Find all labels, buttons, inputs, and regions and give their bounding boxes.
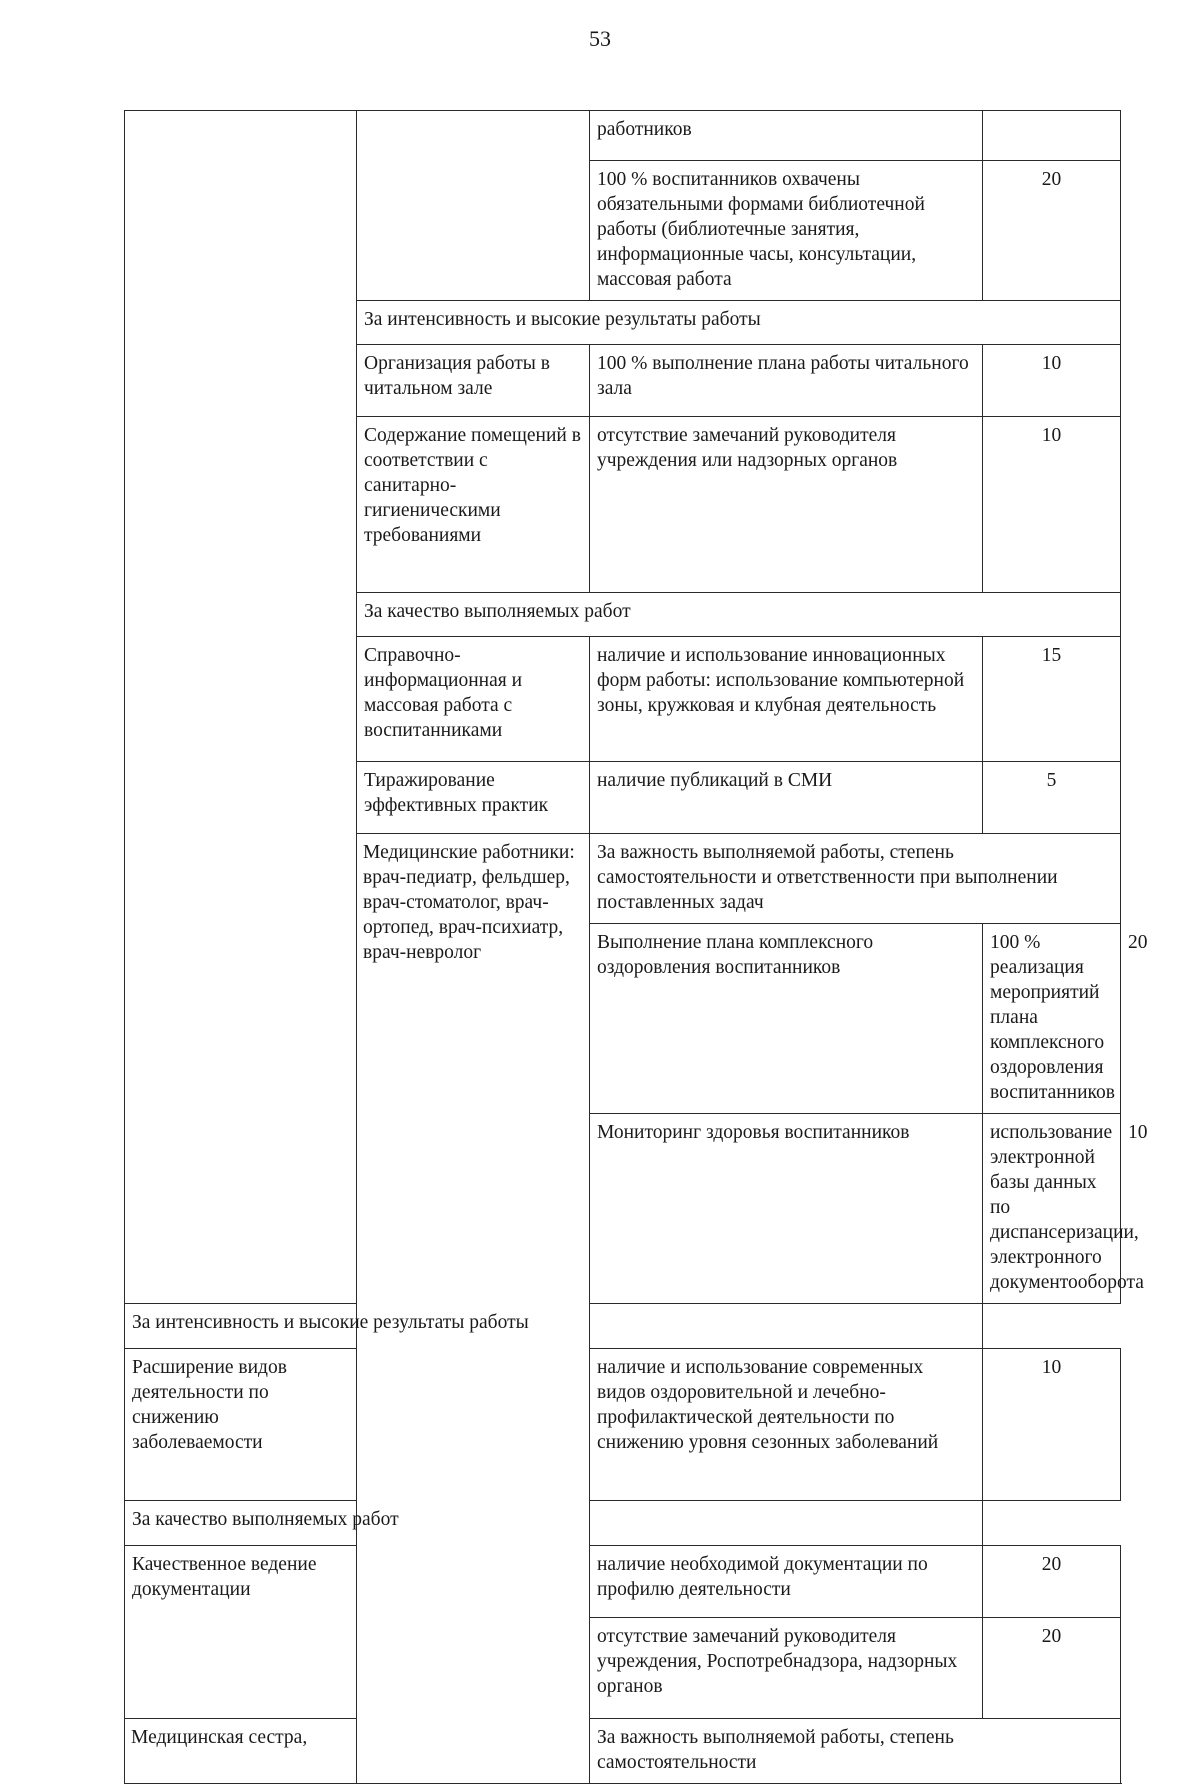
criterion-cell: Содержание помещений в соответствии с санитарно-гигиеническими требованиями <box>357 417 590 593</box>
indicator-cell: отсутствие замечаний руководителя учреждения или надзорных органов <box>590 417 983 593</box>
section-row <box>125 1501 1121 1546</box>
criterion-cell: Тиражирование эффективных практик <box>357 762 590 834</box>
points-cell: 20 <box>983 161 1121 301</box>
indicator-cell: использование электронной базы данных по диспансеризации, электронного документооборота <box>983 1114 1121 1304</box>
role-nurse: Медицинская сестра, <box>125 1719 357 1784</box>
criterion-cell: Мониторинг здоровья воспитанников <box>590 1114 983 1304</box>
role-cell-continued <box>125 111 357 1304</box>
section-heading: За качество выполняемых работ <box>125 1501 983 1546</box>
role-medical-workers: Медицинские работники: врач-педиатр, фельдшер, врач-стоматолог, врач-ортопед, врач-психиатр, врач-невролог <box>357 834 590 1784</box>
table-row <box>125 1546 1121 1618</box>
indicator-cell: работников <box>590 111 983 161</box>
indicator-cell: 100 % воспитанников охвачены обязательными формами библиотечной работы (библиотечные занятия, информационные часы, консультации, массовая работа <box>590 161 983 301</box>
criterion-cell: Качественное ведение документации <box>125 1546 357 1719</box>
page-number: 53 <box>589 26 611 51</box>
criteria-table <box>124 110 1148 1784</box>
points-cell: 10 <box>983 345 1121 417</box>
points-cell <box>983 111 1121 161</box>
section-row <box>125 1304 1121 1349</box>
points-cell: 20 <box>983 1546 1121 1618</box>
table-row: Выполнение плана комплексного оздоровления воспитанников 100 % реализация мероприятий плана комплексного оздоровления воспитанников 20 <box>125 924 1121 1114</box>
section-heading: За важность выполняемой работы, степень самостоятельности <box>590 1719 1121 1784</box>
table-row <box>125 1349 1121 1501</box>
indicator-cell: наличие и использование инновационных форм работы: использование компьютерной зоны, кружковая и клубная деятельность <box>590 637 983 762</box>
points-cell: 10 <box>983 417 1121 593</box>
criterion-cell: Выполнение плана комплексного оздоровления воспитанников <box>590 924 983 1114</box>
points-cell: 10 <box>983 1349 1121 1501</box>
criterion-cell: Расширение видов деятельности по снижению заболеваемости <box>125 1349 357 1501</box>
section-heading: За интенсивность и высокие результаты работы <box>125 1304 983 1349</box>
indicator-cell: наличие необходимой документации по профилю деятельности <box>590 1546 983 1618</box>
criterion-cell: Организация работы в читальном зале <box>357 345 590 417</box>
table-row <box>125 1719 1121 1784</box>
indicator-cell: наличие и использование современных видов оздоровительной и лечебно-профилактической деятельности по снижению уровня сезонных заболеваний <box>590 1349 983 1501</box>
section-heading: За интенсивность и высокие результаты работы <box>357 301 1121 345</box>
section-heading: За качество выполняемых работ <box>357 593 1121 637</box>
section-heading: За важность выполняемой работы, степень самостоятельности и ответственности при выполнении поставленных задач <box>590 834 1121 924</box>
points-cell: 20 <box>983 1618 1121 1719</box>
points-cell: 15 <box>983 637 1121 762</box>
indicator-cell: наличие публикаций в СМИ <box>590 762 983 834</box>
indicator-cell: 100 % выполнение плана работы читального зала <box>590 345 983 417</box>
indicator-cell: 100 % реализация мероприятий плана комплексного оздоровления воспитанников <box>983 924 1121 1114</box>
criterion-cell <box>357 111 590 301</box>
criterion-cell: Справочно-информационная и массовая работа с воспитанниками <box>357 637 590 762</box>
table-row: Мониторинг здоровья воспитанников использование электронной базы данных по диспансеризации, электронного документооборота 10 <box>125 1114 1121 1304</box>
table-row <box>125 111 1121 161</box>
indicator-cell: отсутствие замечаний руководителя учреждения, Роспотребнадзора, надзорных органов <box>590 1618 983 1719</box>
points-cell: 5 <box>983 762 1121 834</box>
